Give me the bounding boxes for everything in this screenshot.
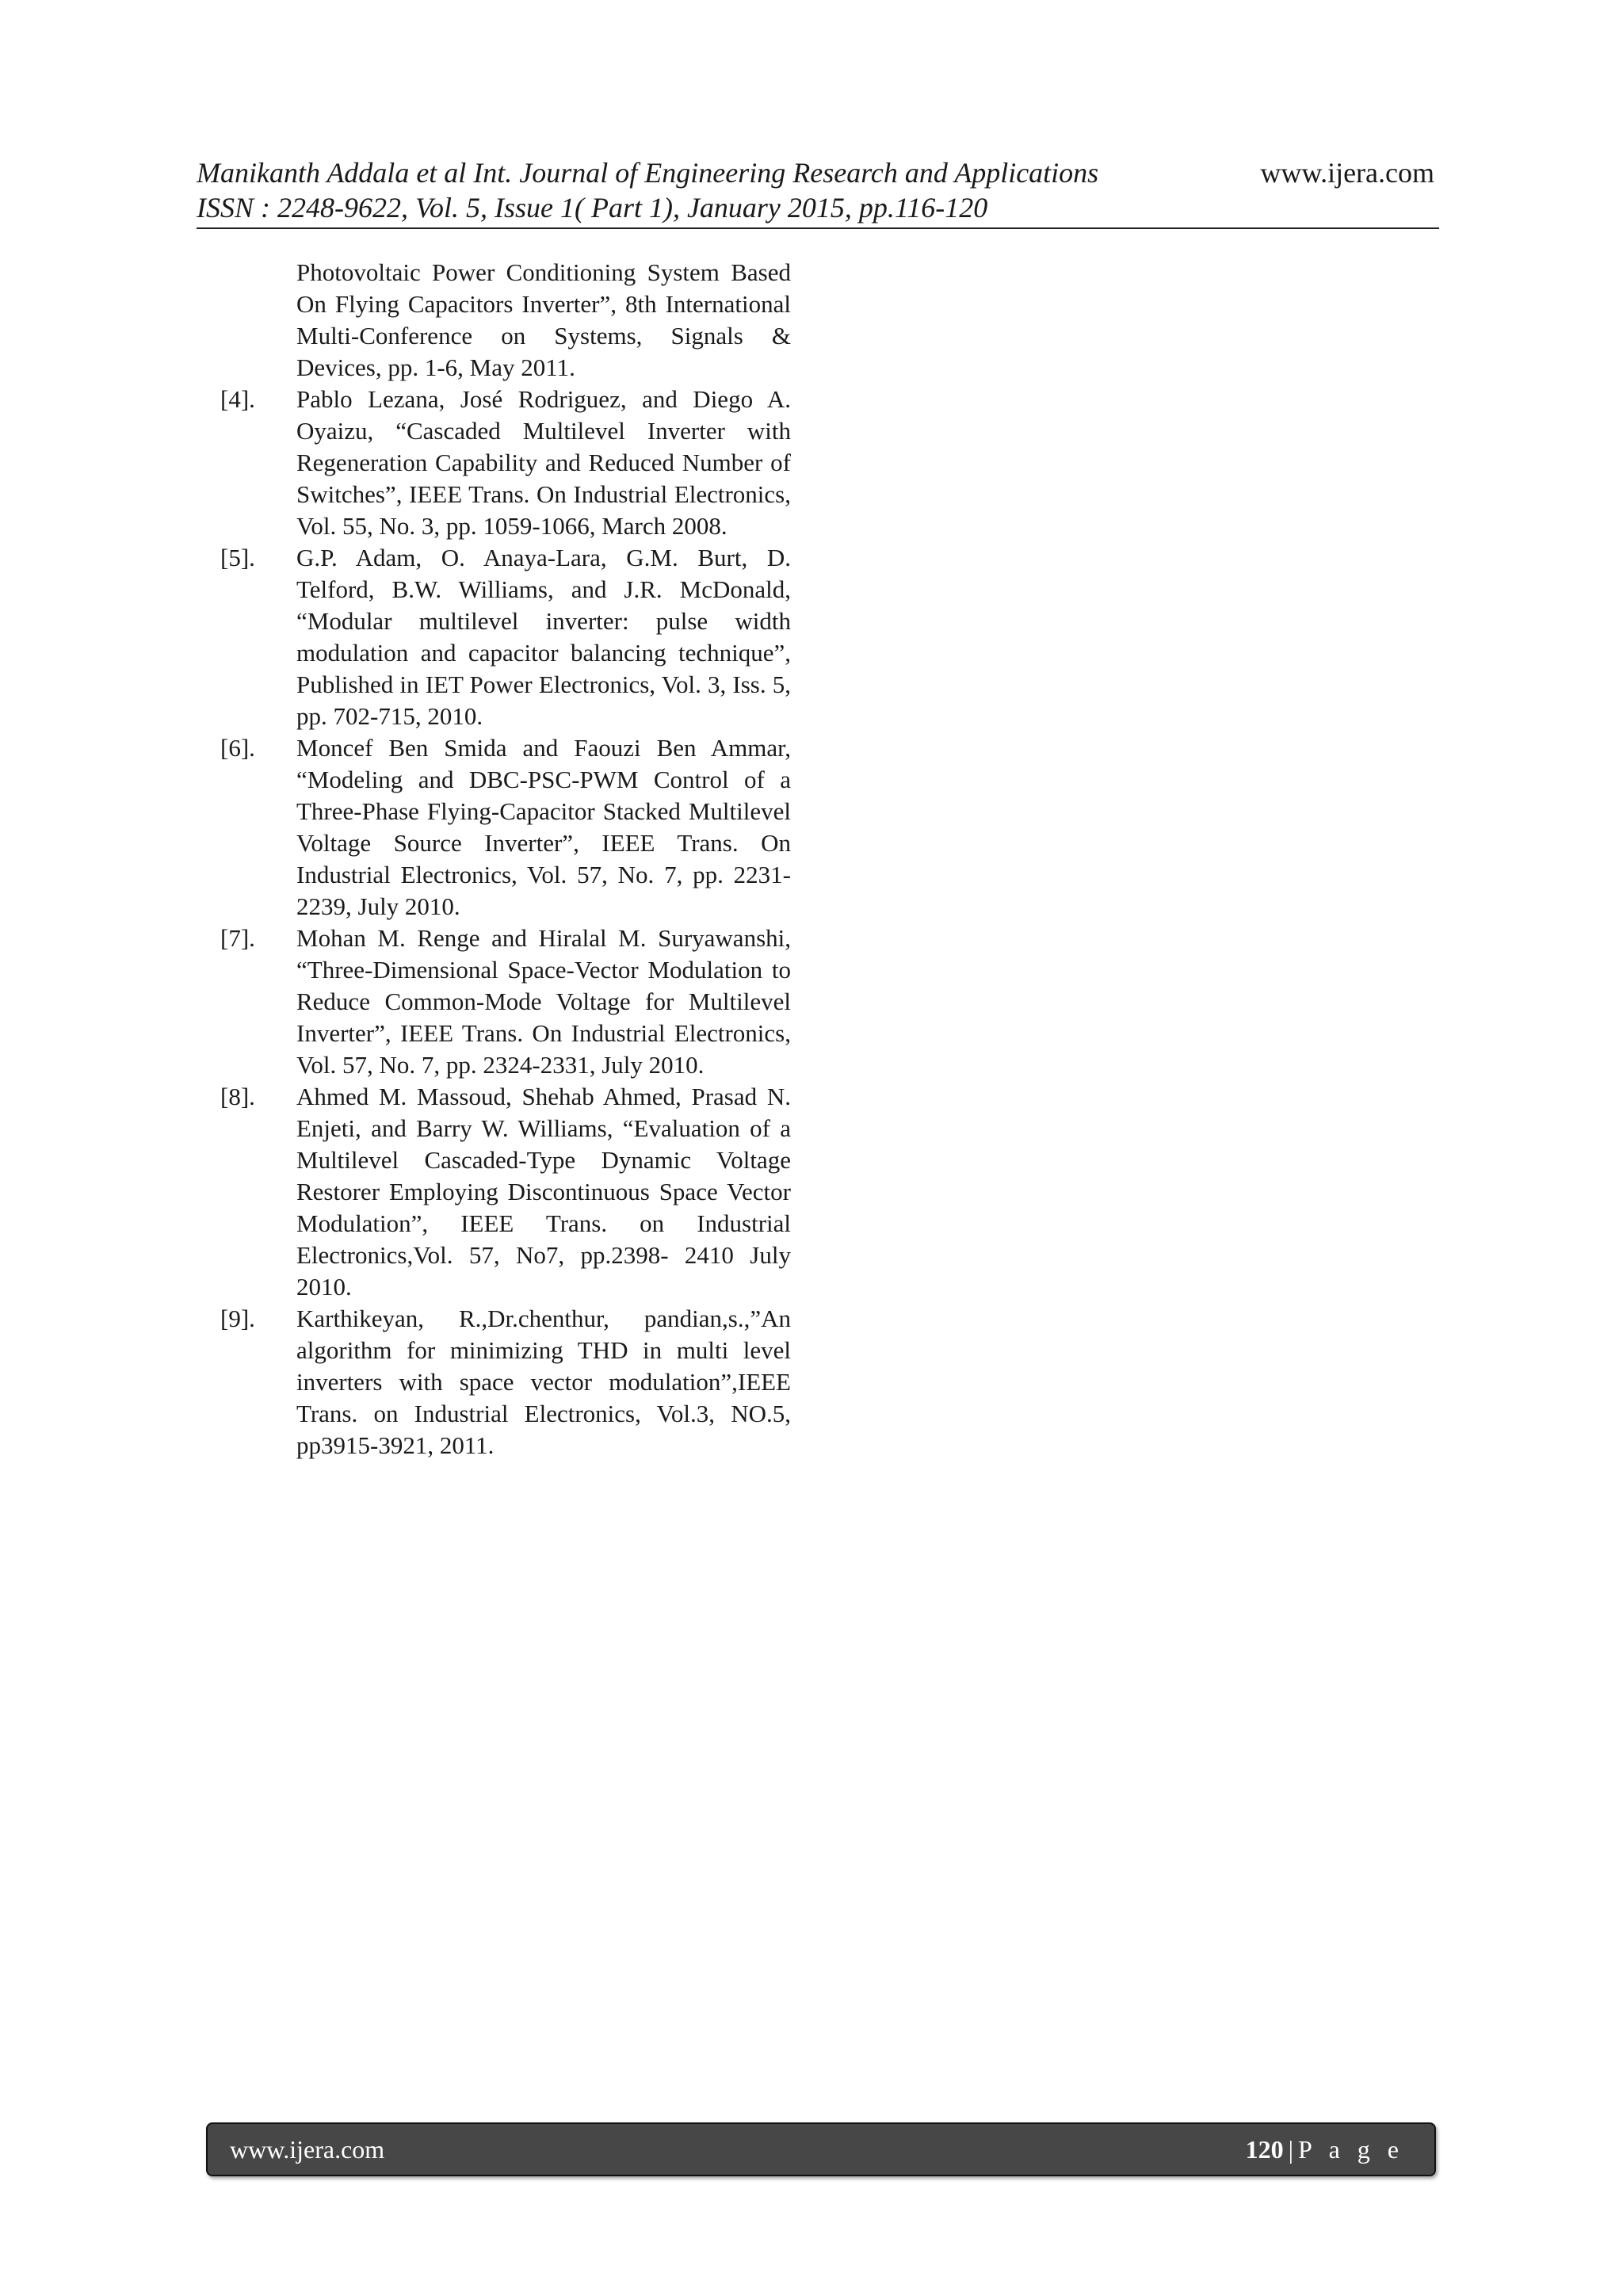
reference-item — [220, 1303, 791, 1461]
footer-separator: | — [1288, 2135, 1293, 2164]
references-list — [220, 257, 791, 1461]
reference-text: G.P. Adam, O. Anaya-Lara, G.M. Burt, D. Telford, B.W. Williams, and J.R. McDonald, “Modular multilevel inverter: pulse width modulation and capacitor balancing technique”, Published in IET Power Electronics, Vol. 3, Iss. 5, pp. 702-715, 2010. — [296, 544, 791, 730]
reference-item — [220, 384, 791, 542]
issn-line: ISSN : 2248-9622, Vol. 5, Issue 1( Part 1), January 2015, pp.116-120 — [197, 192, 988, 223]
reference-number: [6]. — [220, 734, 255, 762]
reference-item — [220, 1081, 791, 1303]
reference-item — [220, 542, 791, 732]
header-divider — [197, 227, 1439, 229]
reference-number: [5]. — [220, 544, 255, 571]
reference-number: [9]. — [220, 1305, 255, 1332]
page-number: 120 — [1245, 2135, 1284, 2164]
reference-text: Moncef Ben Smida and Faouzi Ben Ammar, “Modeling and DBC-PSC-PWM Control of a Three-Phase Flying-Capacitor Stacked Multilevel Voltage Source Inverter”, IEEE Trans. On Industrial Electronics, Vol. 57, No. 7, pp. 2231-2239, July 2010. — [296, 734, 791, 920]
reference-text: Karthikeyan, R.,Dr.chenthur, pandian,s.,”An algorithm for minimizing THD in multi level inverters with space vector modulation”,IEEE Trans. on Industrial Electronics, Vol.3, NO.5, pp3915-3921, 2011. — [296, 1305, 791, 1459]
reference-text: Photovoltaic Power Conditioning System Based On Flying Capacitors Inverter”, 8th International Multi-Conference on Systems, Signals & Devices, pp. 1-6, May 2011. — [296, 258, 791, 381]
page-footer — [206, 2122, 1436, 2176]
reference-item — [220, 257, 791, 384]
reference-number: [4]. — [220, 385, 255, 413]
reference-number: [8]. — [220, 1083, 255, 1110]
reference-text: Mohan M. Renge and Hiralal M. Suryawanshi, “Three-Dimensional Space-Vector Modulation to Reduce Common-Mode Voltage for Multilevel Inverter”, IEEE Trans. On Industrial Electronics, Vol. 57, No. 7, pp. 2324-2331, July 2010. — [296, 924, 791, 1079]
reference-item — [220, 923, 791, 1081]
header-website: www.ijera.com — [1260, 157, 1434, 189]
reference-number: [7]. — [220, 924, 255, 952]
reference-text: Pablo Lezana, José Rodriguez, and Diego A. Oyaizu, “Cascaded Multilevel Inverter with Regeneration Capability and Reduced Number of Switches”, IEEE Trans. On Industrial Electronics, Vol. 55, No. 3, pp. 1059-1066, March 2008. — [296, 385, 791, 540]
footer-website: www.ijera.com — [230, 2135, 385, 2164]
reference-item — [220, 732, 791, 923]
page-number-label — [1246, 2135, 1404, 2164]
reference-text: Ahmed M. Massoud, Shehab Ahmed, Prasad N. Enjeti, and Barry W. Williams, “Evaluation of a Multilevel Cascaded-Type Dynamic Voltage Restorer Employing Discontinuous Space Vector Modulation”, IEEE Trans. on Industrial Electronics,Vol. 57, No7, pp.2398- 2410 July 2010. — [296, 1083, 791, 1301]
journal-title: Manikanth Addala et al Int. Journal of Engineering Research and Applications — [197, 157, 1099, 189]
page-word: P a g e — [1297, 2135, 1404, 2164]
